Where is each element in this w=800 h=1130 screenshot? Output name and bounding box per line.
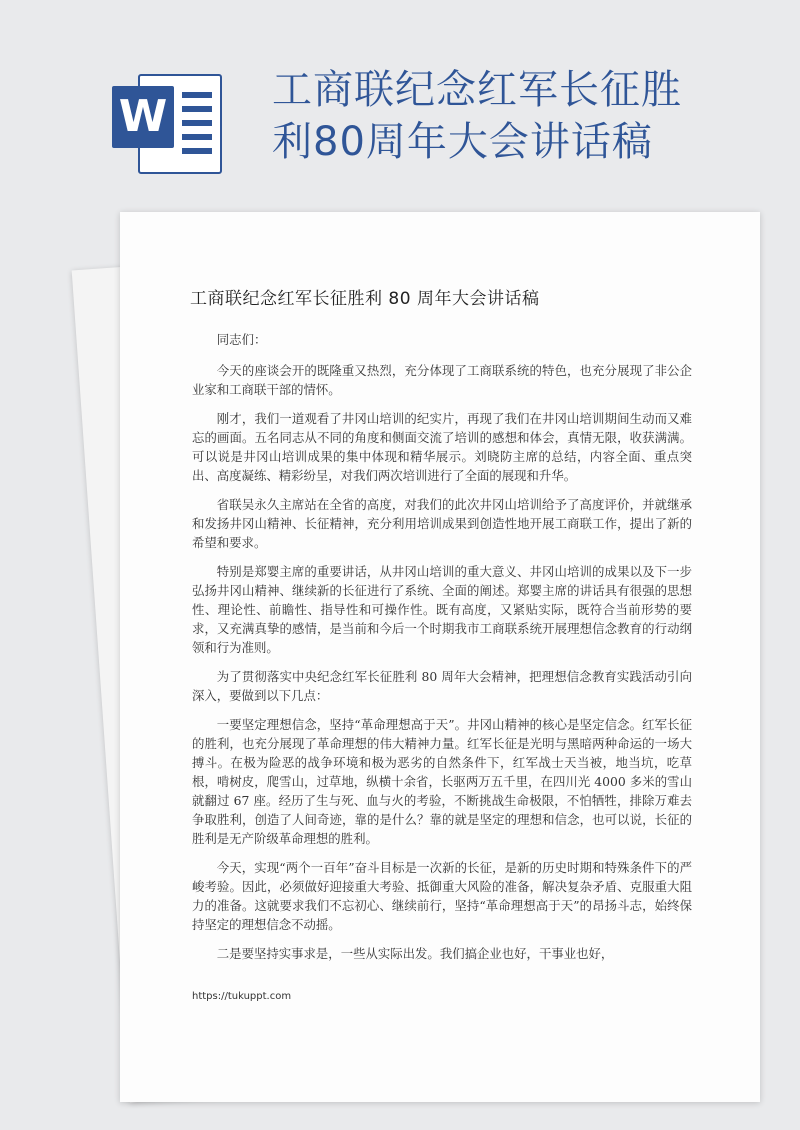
text-line-icon	[182, 120, 212, 126]
text-line-icon	[182, 92, 212, 98]
text-line-icon	[182, 134, 212, 140]
paragraph: 省联吴永久主席站在全省的高度，对我们的此次井冈山培训给予了高度评价，并就继承和发扬井冈山精神、长征精神，充分利用培训成果到创造性地开展工商联工作，提出了新的希望和要求。	[192, 497, 692, 550]
paragraph: 今天，实现“两个一百年”奋斗目标是一次新的长征，是新的历史时期和特殊条件下的严峻考验。因此，必须做好迎接重大考验、抵御重大风险的准备，解决复杂矛盾、克服重大阻力的准备。这就要求我们不忘初心、继续前行，坚持“革命理想高于天”的昂扬斗志，始终保持坚定的理想信念不动摇。	[192, 860, 692, 932]
footer-url: https://tukuppt.com	[192, 991, 292, 1002]
paragraph: 一要坚定理想信念，坚持“革命理想高于天”。井冈山精神的核心是坚定信念。红军长征的胜利，也充分展现了革命理想的伟大精神力量。红军长征是光明与黑暗两种命运的一场大搏斗。在极为险恶的战争环境和极为恶劣的自然条件下，红军战士天当被，地当坑，吃草根，啃树皮，爬雪山，过草地，纵横十余省，长驱两万五千里，在四川光 4000 多米的雪山就翻过 67 座。经历了生与死、血与火的考验，不断挑战生命极限，不怕牺牲，排除万难去争取胜利，创造了人间奇迹，靠的是什么？靠的就是坚定的理想和信念，也可以说，长征的胜利是无产阶级革命理想的胜利。	[192, 717, 692, 846]
banner-title	[272, 64, 772, 168]
document-page	[120, 212, 760, 1102]
paragraph: 为了贯彻落实中央纪念红军长征胜利 80 周年大会精神，把理想信念教育实践活动引向深入，要做到以下几点：	[192, 669, 692, 703]
greeting: 同志们：	[216, 332, 267, 347]
word-letter-badge: W	[112, 86, 174, 148]
paragraph: 特别是郑婴主席的重要讲话，从井冈山培训的重大意义、井冈山培训的成果以及下一步弘扬井冈山精神、继续新的长征进行了系统、全面的阐述。郑婴主席的讲话具有很强的思想性、理论性、前瞻性、指导性和可操作性。既有高度，又紧贴实际，既符合当前形势的要求，又充满真挚的感情，是当前和今后一个时期我市工商联系统开展理想信念教育的行动纲领和行为准则。	[192, 564, 692, 655]
text-line-icon	[182, 148, 212, 154]
banner-title-line-2: 利80周年大会讲话稿	[272, 119, 653, 165]
word-document-icon	[112, 66, 220, 176]
document-body	[192, 330, 692, 973]
document-title: 工商联纪念红军长征胜利 80 周年大会讲话稿	[190, 289, 540, 309]
paragraph: 今天的座谈会开的既隆重又热烈，充分体现了工商联系统的特色，也充分展现了非公企业家和工商联干部的情怀。	[192, 363, 692, 397]
paragraph: 二是要坚持实事求是，一些从实际出发。我们搞企业也好，干事业也好，	[216, 946, 614, 961]
text-line-icon	[182, 106, 212, 112]
banner-title-line-1: 工商联纪念红军长征胜	[272, 67, 682, 113]
paragraph: 刚才，我们一道观看了井冈山培训的纪实片，再现了我们在井冈山培训期间生动而又难忘的画面。五名同志从不同的角度和侧面交流了培训的感想和体会，真情无限，收获满满。可以说是井冈山培训成果的集中体现和精华展示。刘晓防主席的总结，内容全面、重点突出、高度凝练、精彩纷呈，对我们两次培训进行了全面的展现和升华。	[192, 411, 692, 483]
